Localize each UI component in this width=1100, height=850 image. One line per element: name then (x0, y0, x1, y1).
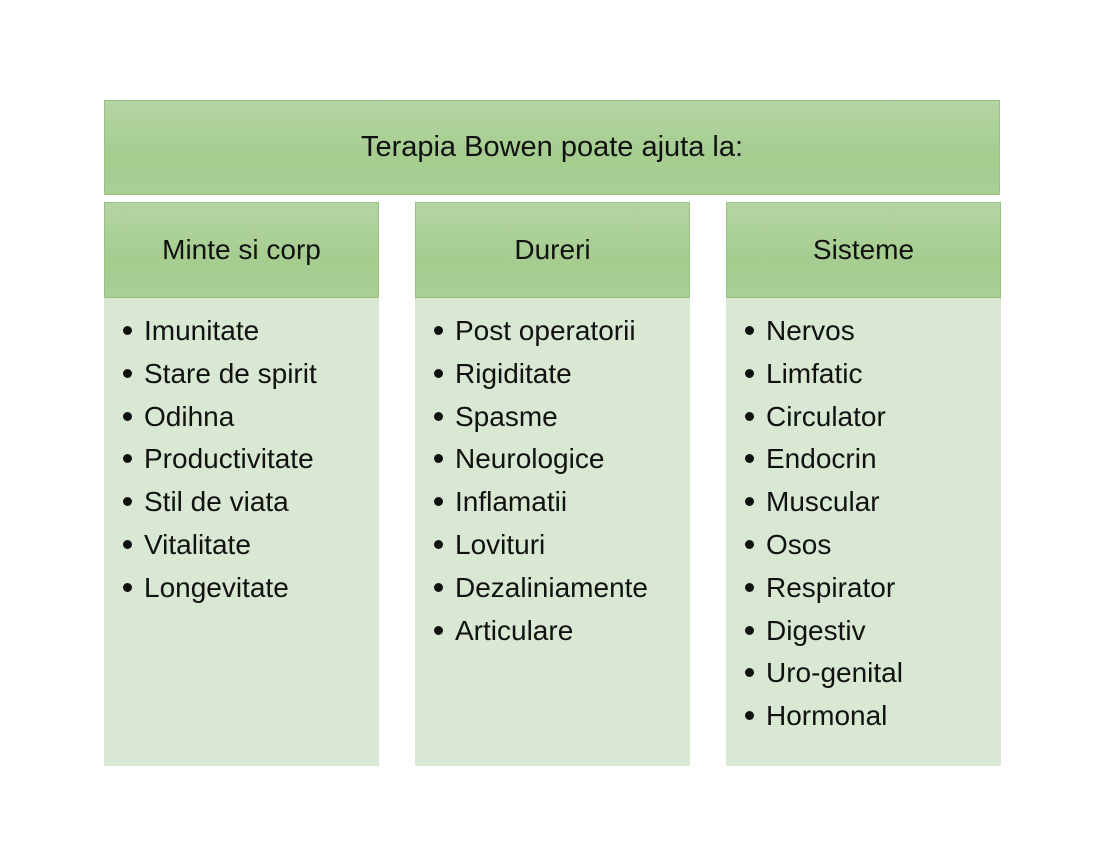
list-item-text: Stil de viata (144, 486, 289, 518)
list-item-text: Longevitate (144, 571, 289, 603)
list-item (742, 657, 1001, 700)
bullet-icon (434, 497, 443, 506)
column-heading-box (415, 202, 690, 298)
bullet-icon (745, 626, 754, 635)
list-item (742, 486, 1001, 529)
list-item-text: Muscular (766, 486, 880, 518)
list-item (120, 443, 379, 486)
list-item-text: Dezaliniamente (455, 571, 648, 603)
list-item-text: Odihna (144, 400, 235, 432)
bullet-list (726, 298, 1001, 743)
list-item (120, 529, 379, 572)
bullet-icon (434, 369, 443, 378)
bullet-icon (434, 583, 443, 592)
list-item (742, 700, 1001, 743)
bullet-icon (123, 454, 132, 463)
list-item-text: Spasme (455, 400, 558, 432)
diagram-title: Terapia Bowen poate ajuta la: (360, 131, 744, 163)
list-item (431, 529, 690, 572)
column-minte-si-corp (104, 202, 379, 766)
list-item-text: Nervos (766, 315, 855, 346)
bullet-icon (123, 540, 132, 549)
list-item-text: Digestiv (766, 614, 866, 646)
bullet-icon (123, 369, 132, 378)
list-item (742, 615, 1001, 658)
list-item (742, 358, 1001, 401)
list-item-text: Circulator (766, 400, 886, 432)
title-banner (104, 100, 1000, 195)
bullet-icon (745, 668, 754, 677)
bullet-icon (745, 369, 754, 378)
list-item (120, 572, 379, 615)
list-item (431, 358, 690, 401)
bullet-icon (745, 454, 754, 463)
column-dureri (415, 202, 690, 766)
list-item-text: Rigiditate (455, 357, 572, 389)
bullet-icon (434, 540, 443, 549)
bullet-icon (434, 326, 443, 335)
column-body (415, 298, 690, 766)
list-item (431, 443, 690, 486)
bullet-icon (123, 326, 132, 335)
bullet-icon (434, 626, 443, 635)
column-heading: Minte si corp (162, 234, 321, 265)
list-item-text: Lovituri (455, 528, 546, 560)
bullet-icon (745, 540, 754, 549)
list-item-text: Uro-genital (766, 657, 903, 689)
list-item-text: Inflamatii (455, 486, 568, 518)
list-item (431, 486, 690, 529)
list-item-text: Endocrin (766, 443, 877, 475)
list-item (120, 315, 379, 358)
bullet-icon (745, 497, 754, 506)
list-item (431, 401, 690, 444)
list-item-text: Imunitate (144, 315, 260, 346)
list-item-text: Hormonal (766, 700, 888, 732)
list-item-text: Post operatorii (455, 315, 636, 346)
column-body (104, 298, 379, 766)
list-item (742, 401, 1001, 444)
column-heading: Sisteme (812, 234, 915, 265)
list-item (431, 572, 690, 615)
list-item (431, 315, 690, 358)
list-item (120, 401, 379, 444)
list-item-text: Vitalitate (144, 528, 251, 560)
list-item-text: Respirator (766, 571, 896, 603)
column-body (726, 298, 1001, 766)
bullet-icon (745, 583, 754, 592)
column-heading: Dureri (514, 234, 591, 265)
bullet-icon (745, 326, 754, 335)
list-item (120, 486, 379, 529)
list-item-text: Stare de spirit (144, 357, 317, 389)
bullet-icon (123, 412, 132, 421)
list-item-text: Articulare (455, 614, 574, 646)
bullet-icon (434, 454, 443, 463)
list-item (742, 572, 1001, 615)
list-item (742, 443, 1001, 486)
list-item-text: Productivitate (144, 443, 314, 475)
list-item-text: Osos (766, 528, 832, 560)
bullet-icon (745, 412, 754, 421)
bullet-icon (123, 583, 132, 592)
list-item (742, 529, 1001, 572)
column-sisteme (726, 202, 1001, 766)
list-item-text: Limfatic (766, 357, 863, 389)
column-heading-box (104, 202, 379, 298)
list-item-text: Neurologice (455, 443, 605, 475)
bullet-icon (434, 412, 443, 421)
bullet-icon (123, 497, 132, 506)
list-item (742, 315, 1001, 358)
list-item (120, 358, 379, 401)
column-heading-box (726, 202, 1001, 298)
list-item (431, 615, 690, 658)
bullet-list (104, 298, 379, 615)
bullet-list (415, 298, 690, 657)
bullet-icon (745, 711, 754, 720)
